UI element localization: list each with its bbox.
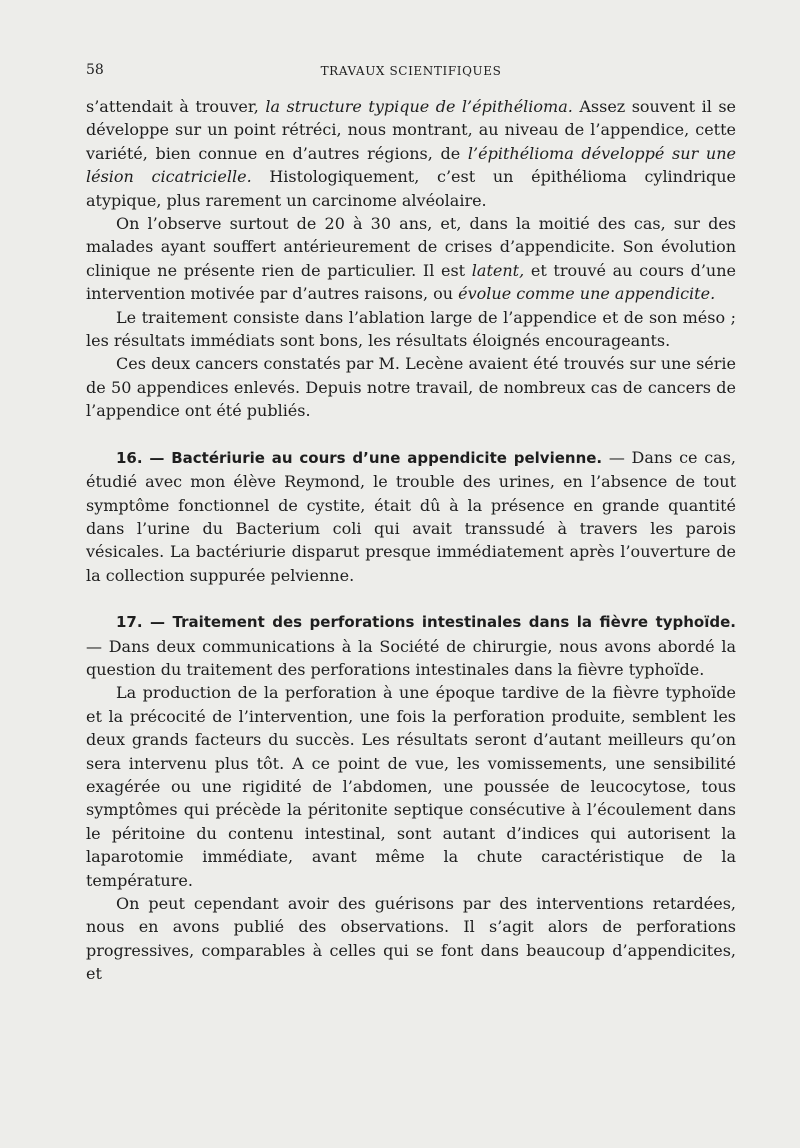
italic-run: évolue comme une appendicite.: [458, 284, 716, 304]
paragraph-5: La production de la perforation à une époque tardive de la fièvre typhoïde et la précocité de l’intervention, une fois la perforation produite, semblent les deux grands facteurs du succès. Les résultats seront d’autant meilleurs qu’on sera intervenu plus tôt. A ce point de vue, les vomissements, une sensibilité exagérée ou une rigidité de l’abdomen, une poussée de leucocytose, tous symptômes qui précède la péritonite septique consécutive à l’écoulement dans le péritoine du contenu intestinal, sont autant d’indices qui autorisent la laparotomie immédiate, avant même la chute caractéristique de la température.: [86, 683, 736, 890]
section-16-text: — Dans ce cas, étudié avec mon élève Reymond, le trouble des urines, en l’absence de tout symptôme fonctionnel de cystite, était dû à la présence en grande quantité dans l’urine du Bacterium coli qui avait transsudé à travers les parois vésicales. La bactériurie disparut presque immédiatement après l’ouverture de la collection suppurée pelvienne.: [86, 447, 736, 585]
text-run: On l’observe surtout de 20 à 30 ans, et, dans la moitié des cas, sur des malades ayant souffert antérieurement de crises d’appendicite. Son évolution clinique ne présente rien de particulier. Il est: [86, 214, 736, 280]
italic-run: la structure typique de l’épithélioma.: [265, 97, 573, 116]
text-run: Histologiquement, c’est un épithélioma cylindrique atypique, plus rarement un carcinome alvéolaire.: [86, 167, 736, 210]
paragraph-3: Le traitement consiste dans l’ablation large de l’appendice et de son méso ; les résultats immédiats sont bons, les résultats éloignés encourageants.: [86, 307, 736, 351]
paragraph-4: Ces deux cancers constatés par M. Lecène avaient été trouvés sur une série de 50 appendices enlevés. Depuis notre travail, de nombreux cas de cancers de l’appendice ont été publiés.: [86, 354, 736, 421]
section-17-title: 17. — Traitement des perforations intestinales dans la fièvre typhoïde.: [116, 613, 736, 632]
text-run: et trouvé au cours d’une intervention motivée par d’autres raisons, ou: [86, 260, 736, 304]
paragraph-1: [86, 95, 736, 212]
paragraph-6: On peut cependant avoir des guérisons par des interventions retardées, nous en avons publié des observations. Il s’agit alors de perforations progressives, comparables à celles qui se font dans beaucoup d’appendicites, et: [86, 894, 736, 984]
italic-run: l’épithélioma développé sur une lésion cicatricielle.: [86, 143, 736, 187]
text-run: Assez souvent il se développe sur un point rétréci, nous montrant, au niveau de l’appendice, cette variété, bien connue en d’autres régions, de: [86, 97, 737, 163]
page-header: [86, 62, 736, 82]
section-16: [86, 446, 736, 587]
text-run: s’attendait à trouver,: [86, 97, 266, 116]
paragraph-2: [86, 212, 736, 306]
section-17-text: — Dans deux communications à la Société de chirurgie, nous avons abordé la question du traitement des perforations intestinales dans la fièvre typhoïde.: [86, 636, 736, 679]
italic-run: latent,: [471, 260, 525, 280]
section-16-title: 16. — Bactériurie au cours d’une appendicite pelvienne.: [116, 448, 603, 467]
section-17: [86, 610, 736, 681]
text-body: [86, 95, 736, 986]
page-number: 58: [86, 62, 104, 78]
running-title: TRAVAUX SCIENTIFIQUES: [320, 64, 502, 78]
